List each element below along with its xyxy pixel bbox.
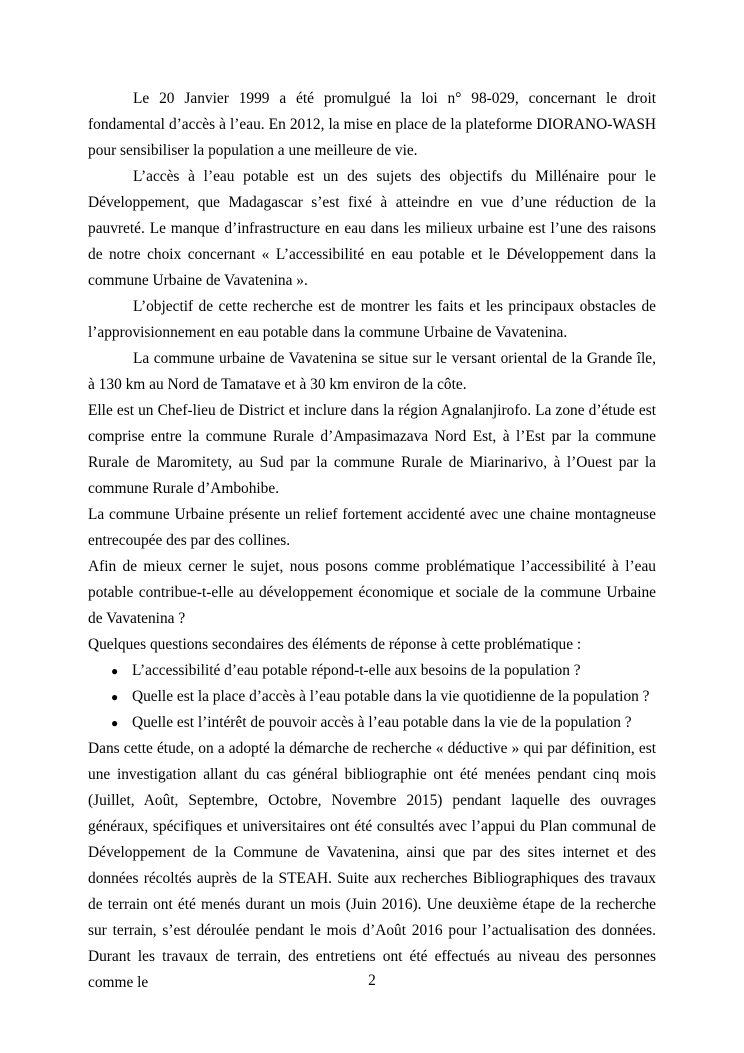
list-item-text: Quelle est l’intérêt de pouvoir accès à l’eau potable dans la vie de la population ?	[132, 714, 632, 731]
list-item	[88, 684, 656, 710]
paragraph-location: La commune urbaine de Vavatenina se situe sur le versant oriental de la Grande île, à 130 km au Nord de Tamatave et à 30 km environ de la côte.	[88, 350, 656, 393]
paragraph-access: L’accès à l’eau potable est un des sujets des objectifs du Millénaire pour le Développement, que Madagascar s’est fixé à atteindre en vue d’une réduction de la pauvreté. Le manque d’infrastructure en eau dans les milieux urbaine est l’une des raisons de notre choix concernant « L’accessibilité en eau potable et le Développement dans la commune Urbaine de Vavatenina ».	[88, 168, 656, 289]
list-item	[88, 658, 656, 684]
question-list	[88, 658, 656, 736]
body-text	[88, 86, 656, 996]
paragraph-problem: Afin de mieux cerner le sujet, nous posons comme problématique l’accessibilité à l’eau potable contribue-t-elle au développement économique et sociale de la commune Urbaine de Vavatenina ?	[88, 558, 656, 627]
list-item	[88, 710, 656, 736]
bullet-icon: ●	[111, 664, 119, 678]
paragraph-method: Dans cette étude, on a adopté la démarche de recherche « déductive » qui par définition, est une investigation allant du cas général bibliographie ont été menées pendant cinq mois (Juillet, Août, Septembre, Octobre, Novembre 2015) pendant laquelle des ouvrages généraux, spécifiques et universitaires ont été consultés avec l’appui du Plan communal de Développement de la Commune de Vavatenina, ainsi que par des sites internet et des données récoltés auprès de la STEAH. Suite aux recherches Bibliographiques des travaux de terrain ont été menés durant un mois (Juin 2016). Une deuxième étape de la recherche sur terrain, s’est déroulée pendant le mois d’Août 2016 pour l’actualisation des données. Durant les travaux de terrain, des entretiens ont été effectués au niveau des personnes comme le	[88, 740, 656, 991]
paragraph-objective: L’objectif de cette recherche est de montrer les faits et les principaux obstacles de l’approvisionnement en eau potable dans la commune Urbaine de Vavatenina.	[88, 298, 656, 341]
bullet-icon: ●	[111, 716, 119, 730]
paragraph-relief: La commune Urbaine présente un relief fortement accidenté avec une chaine montagneuse entrecoupée des par des collines.	[88, 506, 656, 549]
list-item-text: L’accessibilité d’eau potable répond-t-elle aux besoins de la population ?	[132, 662, 581, 679]
page-number: 2	[368, 972, 376, 989]
bullet-icon: ●	[111, 690, 119, 704]
paragraph-law: Le 20 Janvier 1999 a été promulgué la loi n° 98-029, concernant le droit fondamental d’accès à l’eau. En 2012, la mise en place de la plateforme DIORANO-WASH pour sensibiliser la population a une meilleure de vie.	[88, 90, 656, 159]
list-item-text: Quelle est la place d’accès à l’eau potable dans la vie quotidienne de la population ?	[132, 688, 650, 705]
paragraph-questions-intro: Quelques questions secondaires des éléments de réponse à cette problématique :	[88, 636, 582, 653]
paragraph-district: Elle est un Chef-lieu de District et inclure dans la région Agnalanjirofo. La zone d’étude est comprise entre la commune Rurale d’Ampasimazava Nord Est, à l’Est par la commune Rurale de Maromitety, au Sud par la commune Rurale de Miarinarivo, à l’Ouest par la commune Rurale d’Ambohibe.	[88, 402, 656, 497]
